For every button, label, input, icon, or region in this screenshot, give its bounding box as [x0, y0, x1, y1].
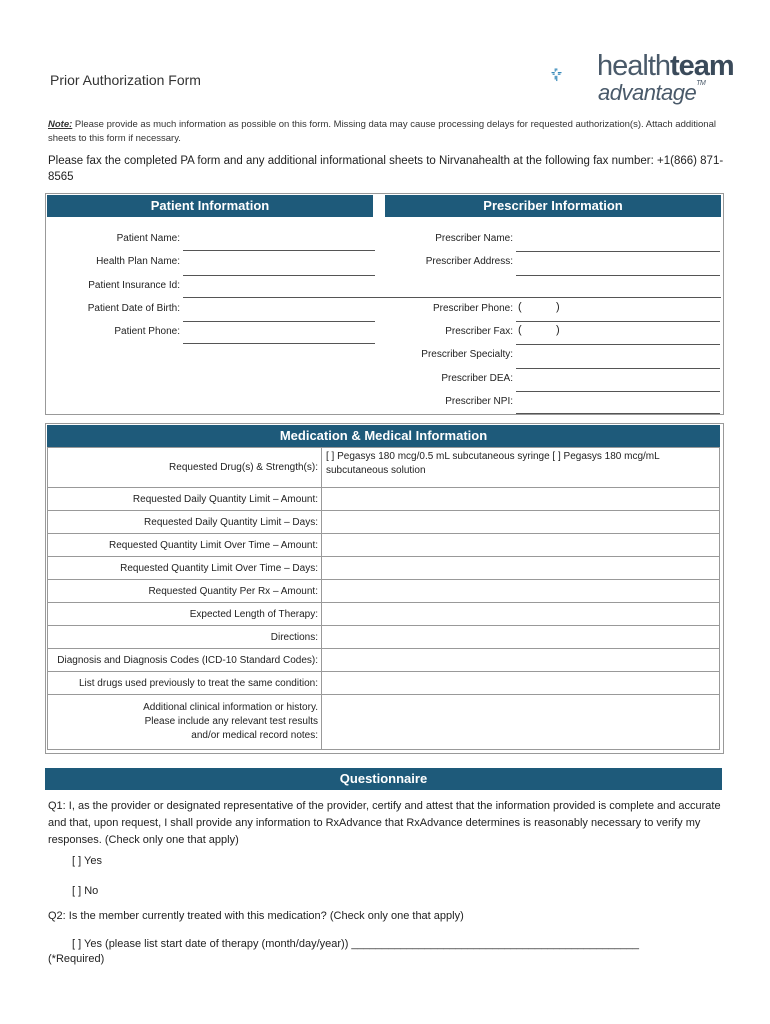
patient-name-field[interactable] [183, 249, 375, 251]
prescriber-specialty-label: Prescriber Specialty: [421, 349, 513, 360]
logo-word-team: team [670, 50, 734, 82]
patient-insurance-id-field[interactable] [183, 296, 721, 298]
patient-phone-label: Patient Phone: [114, 326, 180, 337]
table-row [48, 695, 720, 750]
prescriber-phone-paren-open: ( [518, 301, 522, 313]
requested-drug-options[interactable]: [ ] Pegasys 180 mcg/0.5 mL subcutaneous syringe [ ] Pegasys 180 mcg/mL subcutaneous solution [322, 448, 720, 488]
q1-yes-checkbox[interactable]: [ ] Yes [72, 855, 102, 867]
patient-info-heading: Patient Information [47, 195, 373, 217]
patient-insurance-id-label: Patient Insurance Id: [88, 280, 180, 291]
prescriber-specialty-field[interactable] [516, 367, 720, 369]
table-row [48, 603, 720, 626]
table-row [48, 534, 720, 557]
prescriber-phone-field[interactable] [516, 320, 720, 322]
additional-info-line3: and/or medical record notes: [191, 730, 318, 741]
therapy-length-field[interactable] [322, 603, 720, 626]
prescriber-phone-paren-close: ) [556, 301, 560, 313]
prescriber-name-field[interactable] [516, 250, 720, 252]
daily-qty-amount-field[interactable] [322, 488, 720, 511]
logo-word-advantage: advantage [598, 80, 697, 105]
additional-info-label [48, 695, 322, 750]
patient-phone-field[interactable] [183, 342, 375, 344]
logo-subtext [598, 80, 705, 106]
daily-qty-days-label: Requested Daily Quantity Limit – Days: [48, 511, 322, 534]
logo-tm: TM [696, 80, 706, 87]
additional-info-line1: Additional clinical information or history. [143, 702, 318, 713]
requested-drug-label: Requested Drug(s) & Strength(s): [48, 448, 322, 488]
daily-qty-days-field[interactable] [322, 511, 720, 534]
qty-over-time-amount-field[interactable] [322, 534, 720, 557]
healthteam-logo-icon [551, 48, 597, 102]
directions-label: Directions: [48, 626, 322, 649]
patient-dob-field[interactable] [183, 320, 375, 322]
therapy-length-label: Expected Length of Therapy: [48, 603, 322, 626]
form-title: Prior Authorization Form [50, 72, 201, 88]
prescriber-dea-field[interactable] [516, 390, 720, 392]
table-row [48, 557, 720, 580]
patient-name-label: Patient Name: [116, 233, 180, 244]
qty-per-rx-field[interactable] [322, 580, 720, 603]
table-row [48, 448, 720, 488]
note-label: Note: [48, 119, 73, 130]
previous-drugs-field[interactable] [322, 672, 720, 695]
table-row [48, 511, 720, 534]
qty-over-time-days-field[interactable] [322, 557, 720, 580]
prescriber-name-label: Prescriber Name: [435, 233, 513, 244]
prescriber-dea-label: Prescriber DEA: [441, 373, 513, 384]
medication-info-heading: Medication & Medical Information [47, 425, 720, 447]
table-row [48, 626, 720, 649]
medication-table [47, 447, 720, 750]
questionnaire-heading: Questionnaire [45, 768, 722, 790]
qty-per-rx-label: Requested Quantity Per Rx – Amount: [48, 580, 322, 603]
diagnosis-codes-field[interactable] [322, 649, 720, 672]
prescriber-phone-label: Prescriber Phone: [432, 303, 513, 314]
table-row [48, 580, 720, 603]
q1-no-checkbox[interactable]: [ ] No [72, 885, 99, 897]
prescriber-fax-label: Prescriber Fax: [445, 326, 513, 337]
table-row [48, 488, 720, 511]
logo-text [597, 50, 734, 83]
fax-instructions: Please fax the completed PA form and any additional informational sheets to Nirvanahealth at the following fax number: +1(866) 871-8565 [48, 155, 724, 183]
prescriber-npi-label: Prescriber NPI: [445, 396, 513, 407]
note-paragraph [48, 118, 738, 146]
directions-field[interactable] [322, 626, 720, 649]
required-note: (*Required) [48, 953, 105, 965]
prescriber-fax-paren-open: ( [518, 324, 522, 336]
previous-drugs-label: List drugs used previously to treat the same condition: [48, 672, 322, 695]
prescriber-address-field[interactable] [516, 274, 720, 276]
question-2-text: Q2: Is the member currently treated with this medication? (Check only one that apply) [48, 910, 464, 922]
table-row [48, 672, 720, 695]
qty-over-time-amount-label: Requested Quantity Limit Over Time – Amount: [48, 534, 322, 557]
additional-info-field[interactable] [322, 695, 720, 750]
q2-yes-checkbox[interactable]: [ ] Yes (please list start date of therapy (month/day/year)) _______________________________________________ [72, 938, 639, 950]
note-text: Please provide as much information as possible on this form. Missing data may cause processing delays for requested authorization(s). Attach additional sheets to this form if necessary. [48, 119, 716, 144]
prescriber-address-label: Prescriber Address: [425, 256, 513, 267]
additional-info-line2: Please include any relevant test results [144, 716, 318, 727]
diagnosis-codes-label: Diagnosis and Diagnosis Codes (ICD-10 Standard Codes): [48, 649, 322, 672]
patient-dob-label: Patient Date of Birth: [87, 303, 180, 314]
qty-over-time-days-label: Requested Quantity Limit Over Time – Days: [48, 557, 322, 580]
health-plan-name-field[interactable] [183, 274, 375, 276]
question-1-text: Q1: I, as the provider or designated representative of the provider, certify and attest that the information provided is complete and accurate and that, upon request, I shall provide any information to RxAdvance that RxAdvance determines is reasonably necessary to verify my responses. (Check only one that apply) [48, 800, 721, 846]
logo-word-health: health [597, 50, 671, 82]
health-plan-name-label: Health Plan Name: [96, 256, 180, 267]
daily-qty-amount-label: Requested Daily Quantity Limit – Amount: [48, 488, 322, 511]
prescriber-npi-field[interactable] [516, 412, 720, 414]
prescriber-fax-field[interactable] [516, 343, 720, 345]
prescriber-info-heading: Prescriber Information [385, 195, 721, 217]
prescriber-fax-paren-close: ) [556, 324, 560, 336]
table-row [48, 649, 720, 672]
